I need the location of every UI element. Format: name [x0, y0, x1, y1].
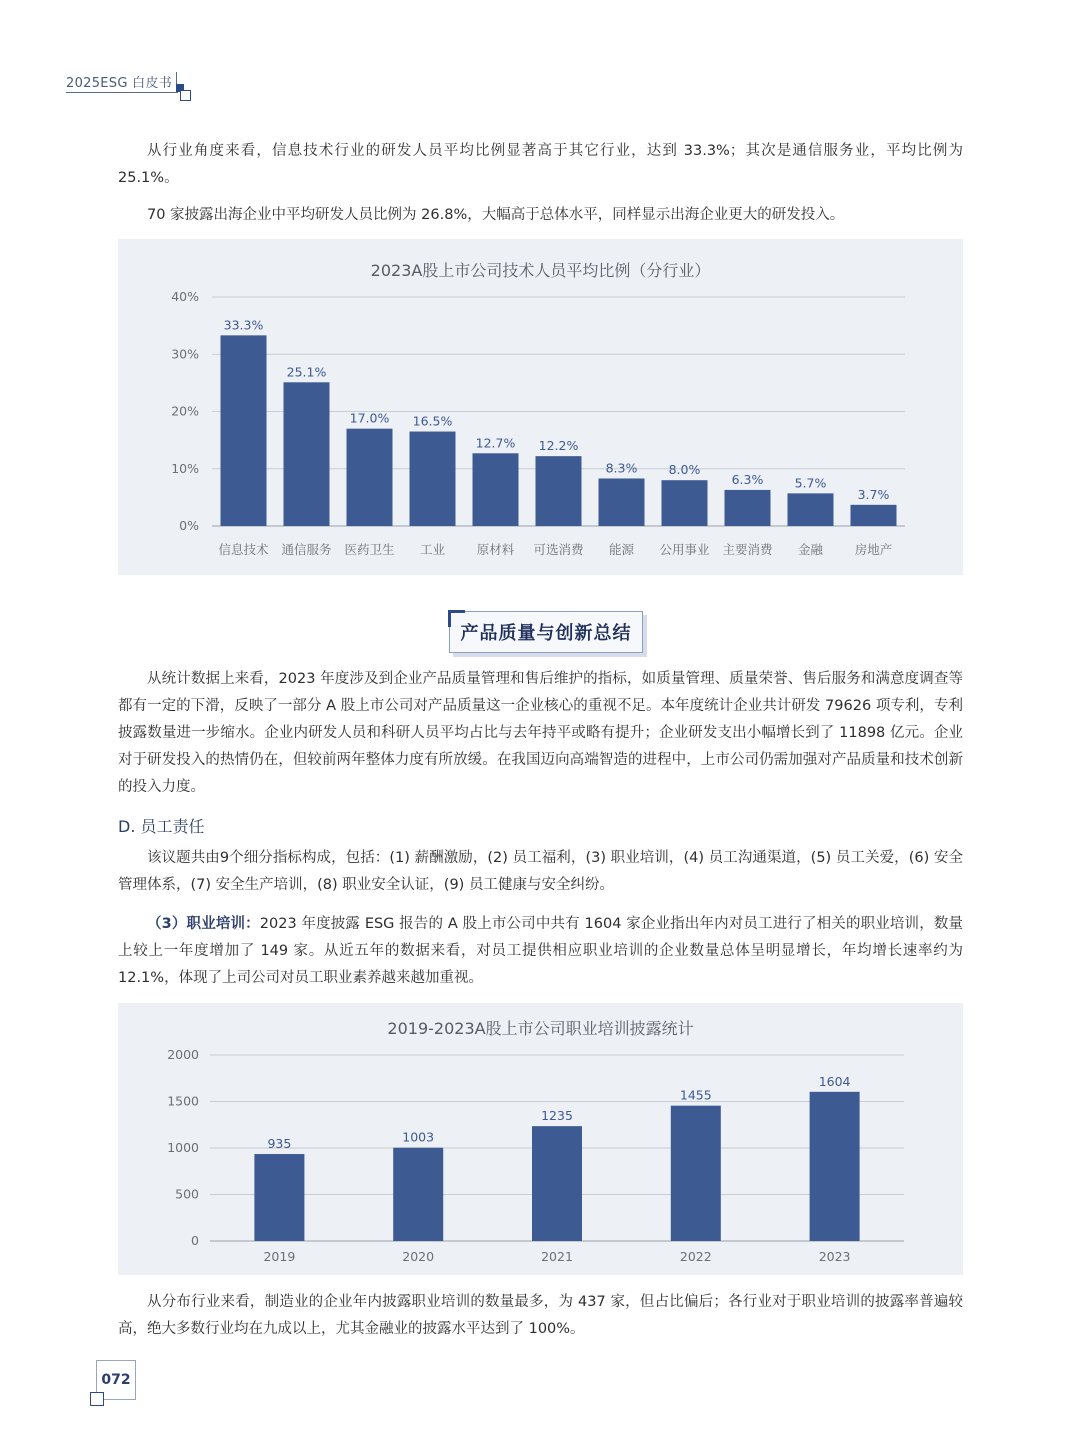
x-tick-label: 能源: [608, 542, 635, 557]
paragraph-industry-distribution: 从分布行业来看，制造业的企业年内披露职业培训的数量最多，为 437 家，但占比偏后；各行业对于职业培训的披露率普遍较高，绝大多数行业均在九成以上，尤其金融业的披露水平达到了 100%。: [118, 1294, 963, 1337]
data-label: 1604: [818, 1073, 851, 1089]
y-tick-label: 10%: [171, 460, 199, 476]
section-title: 产品质量与创新总结: [460, 623, 632, 644]
header-square-outline: [180, 90, 191, 101]
data-label: 6.3%: [731, 471, 764, 487]
x-tick-label: 信息技术: [218, 542, 269, 557]
section-heading-box: [449, 611, 643, 653]
data-label: 33.3%: [223, 317, 264, 333]
bar: [532, 1126, 582, 1241]
data-label: 12.2%: [538, 438, 579, 454]
y-tick-label: 0: [191, 1233, 199, 1248]
x-tick-label: 原材料: [476, 542, 515, 557]
paragraph-industry-rd: 从行业角度来看，信息技术行业的研发人员平均比例显著高于其它行业，达到 33.3%；其次是通信服务业，平均比例为 25.1%。: [118, 143, 963, 186]
paragraph-quality-summary: 从统计数据上来看，2023 年度涉及到企业产品质量管理和售后维护的指标，如质量管理、质量荣誉、售后服务和满意度调查等都有一定的下滑，反映了一部分 A 股上市公司对产品质量这一企业核心的重视不足。本年度统计企业共计研发 79626 项专利，专利披露数量进一步缩水。企业内研发人员和科研人员平均占比与去年持平或略有提升；企业研发支出小幅增长到了 11898 亿元。企业对于研发投入的热情仍在，但较前两年整体力度有所放缓。在我国迈向高端智造的进程中，上市公司仍需加强对产品质量和技术创新的投入力度。: [118, 671, 963, 795]
chart-tech-staff-ratio: [118, 239, 963, 575]
x-tick-label: 2021: [541, 1249, 573, 1264]
training-body: 2023 年度披露 ESG 报告的 A 股上市公司中共有 1604 家企业指出年内对员工进行了相关的职业培训，数量上较上一年度增加了 149 家。从近五年的数据来看，对员工提供相应职业培训的企业数量总体呈明显增长，年均增长速率约为 12.1%，体现了上司公司对员工职业素养越来越加重视。: [118, 916, 963, 986]
bar: [347, 429, 393, 526]
paragraph-indicators: 该议题共由9个细分指标构成，包括：(1) 薪酬激励，(2) 员工福利，(3) 职业培训，(4) 员工沟通渠道，(5) 员工关爱，(6) 安全管理体系，(7) 安全生产培训，(8) 职业安全认证，(9) 员工健康与安全纠纷。: [118, 850, 963, 893]
data-label: 1003: [402, 1129, 435, 1145]
bar: [254, 1154, 304, 1241]
x-tick-label: 2023: [818, 1249, 851, 1264]
x-tick-label: 通信服务: [281, 542, 332, 557]
y-tick-label: 2000: [167, 1047, 199, 1062]
bar: [810, 1092, 860, 1241]
bar: [662, 480, 708, 526]
page-square-accent: [90, 1392, 104, 1406]
page-number: 072: [101, 1372, 131, 1388]
data-label: 1235: [541, 1108, 573, 1124]
bar: [393, 1148, 443, 1241]
bar: [473, 453, 519, 526]
chart-title: 2019-2023A股上市公司职业培训披露统计: [387, 1019, 694, 1038]
bar: [221, 335, 267, 526]
bar: [536, 456, 582, 526]
bar: [725, 490, 771, 526]
data-label: 8.3%: [605, 460, 638, 476]
chart-canvas: [118, 1003, 963, 1275]
data-label: 25.1%: [286, 364, 327, 380]
bar: [851, 505, 897, 526]
header-rule: [66, 92, 178, 93]
bar: [410, 432, 456, 526]
data-label: 12.7%: [475, 435, 516, 451]
header-title: 2025ESG 白皮书: [66, 76, 173, 91]
chart-training-disclosure: [118, 1003, 963, 1275]
x-tick-label: 2019: [263, 1249, 296, 1264]
y-tick-label: 20%: [171, 403, 199, 419]
x-tick-label: 工业: [419, 542, 446, 557]
x-tick-label: 房地产: [854, 542, 893, 557]
y-tick-label: 1000: [167, 1140, 199, 1155]
bar: [599, 478, 645, 526]
data-label: 1455: [679, 1087, 712, 1103]
paragraph-training: [118, 911, 963, 992]
y-tick-label: 30%: [171, 346, 199, 362]
bar: [284, 382, 330, 526]
x-tick-label: 金融: [797, 542, 824, 557]
x-tick-label: 主要消费: [722, 542, 773, 557]
data-label: 17.0%: [349, 410, 390, 426]
y-tick-label: 0%: [179, 518, 199, 533]
paragraph-overseas-rd: 70 家披露出海企业中平均研发人员比例为 26.8%，大幅高于总体水平，同样显示出海企业更大的研发投入。: [147, 207, 845, 223]
training-lead: （3）职业培训：: [147, 916, 260, 932]
y-tick-label: 500: [175, 1186, 199, 1202]
x-tick-label: 2022: [679, 1249, 712, 1264]
chart-canvas: [118, 239, 963, 575]
bar: [671, 1106, 721, 1241]
data-label: 3.7%: [857, 486, 890, 502]
data-label: 16.5%: [412, 413, 453, 429]
x-tick-label: 医药卫生: [344, 542, 395, 557]
subheading-employee-responsibility: D. 员工责任: [118, 817, 205, 836]
bar: [788, 493, 834, 526]
data-label: 8.0%: [668, 462, 701, 478]
x-tick-label: 可选消费: [533, 542, 584, 557]
data-label: 5.7%: [794, 475, 827, 491]
data-label: 935: [267, 1136, 292, 1152]
chart-title: 2023A股上市公司技术人员平均比例（分行业）: [370, 261, 711, 280]
y-tick-label: 40%: [171, 289, 199, 304]
y-tick-label: 1500: [167, 1093, 199, 1109]
x-tick-label: 2020: [402, 1249, 435, 1264]
x-tick-label: 公用事业: [659, 542, 710, 557]
